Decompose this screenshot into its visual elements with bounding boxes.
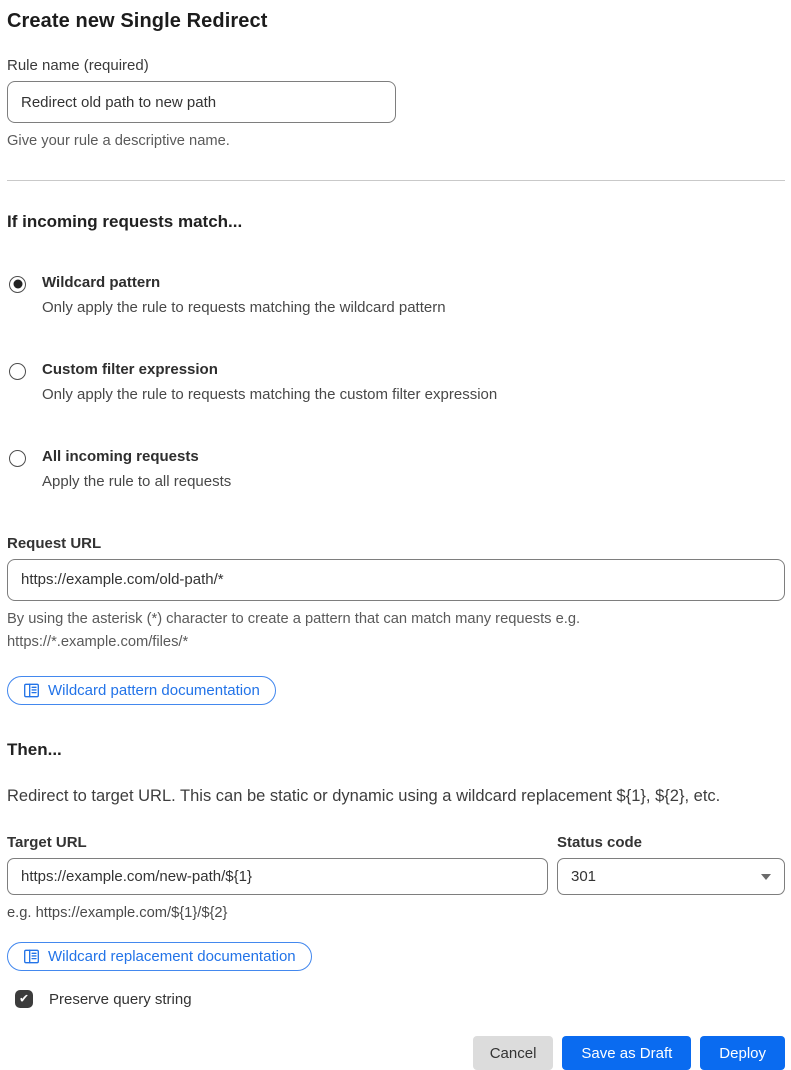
page-title: Create new Single Redirect bbox=[7, 10, 268, 32]
request-url-input[interactable] bbox=[7, 559, 785, 601]
target-url-section bbox=[7, 834, 548, 921]
open-book-icon bbox=[23, 948, 40, 965]
target-url-label: Target URL bbox=[7, 834, 87, 852]
status-code-section bbox=[557, 834, 785, 921]
preserve-query-checkbox[interactable] bbox=[15, 990, 33, 1008]
match-type-radio-group bbox=[7, 274, 785, 492]
preserve-query-label: Preserve query string bbox=[49, 990, 192, 1008]
radio-label: Custom filter expression bbox=[42, 360, 218, 378]
custom-filter-radio[interactable] bbox=[9, 363, 26, 380]
deploy-button[interactable]: Deploy bbox=[700, 1036, 785, 1070]
then-description: Redirect to target URL. This can be static or dynamic using a wildcard replacement ${1}, ${2}, etc. bbox=[7, 787, 721, 806]
radio-label: Wildcard pattern bbox=[42, 273, 161, 291]
request-url-section bbox=[7, 535, 785, 706]
radio-description: Only apply the rule to requests matching the custom filter expression bbox=[42, 385, 498, 403]
save-as-draft-button[interactable]: Save as Draft bbox=[562, 1036, 691, 1070]
radio-label: All incoming requests bbox=[42, 447, 199, 465]
radio-option-wildcard-pattern[interactable] bbox=[7, 274, 785, 318]
radio-option-custom-filter[interactable] bbox=[7, 361, 785, 405]
status-code-label: Status code bbox=[557, 834, 643, 852]
request-url-label: Request URL bbox=[7, 534, 102, 552]
all-requests-radio[interactable] bbox=[9, 450, 26, 467]
wildcard-pattern-radio[interactable] bbox=[9, 276, 26, 293]
match-section-heading: If incoming requests match... bbox=[7, 211, 243, 231]
doc-button-label: Wildcard pattern documentation bbox=[48, 682, 260, 700]
preserve-query-row[interactable] bbox=[7, 990, 785, 1008]
cancel-button[interactable]: Cancel bbox=[473, 1036, 554, 1070]
status-code-select[interactable] bbox=[557, 858, 785, 895]
rule-name-section bbox=[7, 57, 785, 153]
then-section-heading: Then... bbox=[7, 740, 62, 760]
rule-name-label: Rule name (required) bbox=[7, 57, 149, 74]
radio-option-all-requests[interactable] bbox=[7, 448, 785, 492]
radio-description: Only apply the rule to requests matching the wildcard pattern bbox=[42, 298, 446, 316]
radio-description: Apply the rule to all requests bbox=[42, 472, 232, 490]
target-row bbox=[7, 834, 785, 921]
rule-name-help: Give your rule a descriptive name. bbox=[7, 133, 230, 149]
section-divider bbox=[7, 180, 785, 181]
footer-actions bbox=[7, 1036, 785, 1070]
request-url-help: By using the asterisk (*) character to create a pattern that can match many requests e.g. https://*.example.com/files/* bbox=[7, 610, 581, 650]
rule-name-input[interactable] bbox=[7, 81, 396, 123]
target-url-help: e.g. https://example.com/${1}/${2} bbox=[7, 905, 228, 922]
wildcard-replacement-docs-button[interactable] bbox=[7, 942, 312, 971]
target-url-input[interactable] bbox=[7, 858, 548, 895]
open-book-icon bbox=[23, 682, 40, 699]
doc-button-label: Wildcard replacement documentation bbox=[48, 948, 296, 966]
wildcard-pattern-docs-button[interactable] bbox=[7, 676, 276, 705]
